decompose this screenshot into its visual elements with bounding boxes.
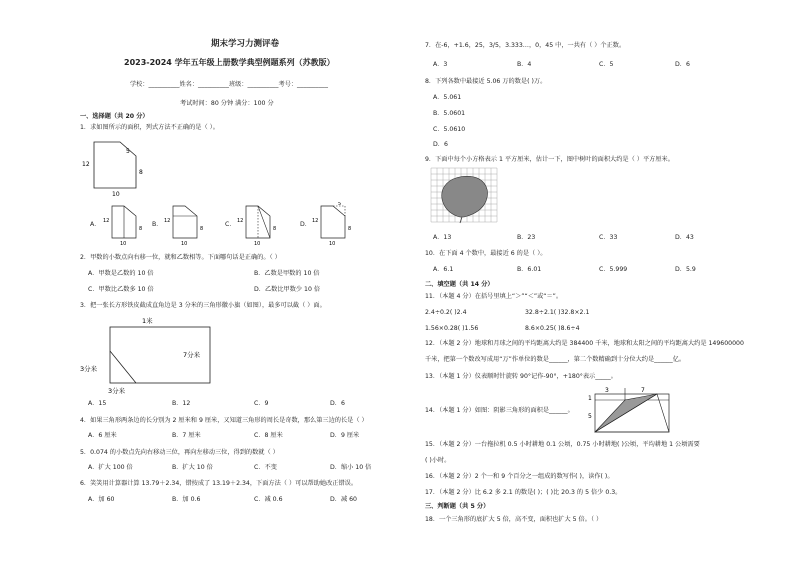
question-15: 15．（本题 2 分）一台拖拉机 0.5 小时耕地 0.1 公顷，0.75 小时耕地( )公顷，平均耕地 1 公顷需要 — [425, 441, 700, 448]
exam-info: 考试时间：80 分钟 满分：100 分 — [180, 100, 274, 107]
info-line: 学校：__________姓名：__________班级：__________考号：__________ — [130, 81, 328, 88]
q3-option-a[interactable]: A．15 — [88, 400, 107, 407]
question-4: 4．如果三角形两条边的长分别为 2 厘米和 9 厘米，又知道三角形的周长是奇数，那么第三边的长是（ ） — [80, 417, 368, 424]
q6-option-b[interactable]: B．加 0.6 — [172, 496, 201, 503]
q9-leaf-grid — [430, 167, 500, 227]
q4-option-c[interactable]: C．8 厘米 — [254, 432, 283, 439]
q8-option-d[interactable]: D．6 — [433, 141, 448, 148]
q1-option-c-figure — [236, 202, 282, 246]
q8-option-c[interactable]: C．5.0610 — [433, 126, 466, 133]
q7-option-c[interactable]: C．5 — [599, 61, 614, 68]
q9-option-a[interactable]: A．13 — [433, 234, 452, 241]
question-12: 12．（本题 2 分）地球和月球之间的平均距离大约是 384400 千米，地球和太阳之间的平均距离大约是 149600000 — [425, 340, 744, 347]
q3-label-top: 1米 — [142, 317, 153, 325]
question-1: 1．求如图所示的面积，列式方法不正确的是（ ）。 — [80, 124, 219, 131]
opt-a-12: 12 — [103, 218, 110, 224]
q1-option-b[interactable]: B． — [152, 221, 163, 228]
q4-option-d[interactable]: D．9 厘米 — [330, 432, 360, 439]
q5-option-d[interactable]: D．缩小 10 倍 — [330, 464, 372, 471]
question-16: 16．（本题 2 分）2 个一和 9 个百分之一组成的数写作( )，读作( )。 — [425, 473, 614, 480]
q11-item-2[interactable]: 32.8÷2.1( )32.8×2.1 — [525, 309, 590, 316]
question-6: 6．笑笑用计算器计算 13.79＋2.34，错按成了 13.19＋2.34，下面方法（ ）可以帮助她改正错误。 — [80, 480, 358, 487]
q10-option-c[interactable]: C．5.999 — [599, 266, 628, 273]
q3-option-d[interactable]: D．6 — [330, 400, 345, 407]
q14-label-7: 7 — [641, 387, 645, 394]
q8-option-b[interactable]: B．5.0601 — [433, 110, 466, 117]
q1-figure — [80, 136, 150, 198]
q1-option-a[interactable]: A． — [90, 221, 101, 228]
q4-option-a[interactable]: A．6 厘米 — [88, 432, 117, 439]
q3-label-right: 7分米 — [183, 351, 201, 359]
q5-option-a[interactable]: A．扩大 100 倍 — [88, 464, 133, 471]
question-7: 7．在-6，+1.6，25，3/5，3.333…，0，45 中，一共有（ ）个正数。 — [425, 42, 626, 49]
section-heading: 三、判断题（共 5 分） — [425, 503, 490, 510]
q9-option-b[interactable]: B．23 — [517, 234, 536, 241]
q1-option-c[interactable]: C． — [225, 221, 236, 228]
opt-c-8: 8 — [273, 226, 277, 232]
q10-option-a[interactable]: A．6.1 — [433, 266, 454, 273]
q5-option-b[interactable]: B．扩大 10 倍 — [172, 464, 213, 471]
q2-option-d[interactable]: D．乙数比甲数少 10 倍 — [254, 286, 321, 293]
question-9: 9．下面中每个小方格表示 1 平方厘米，估计一下，图中树叶的面积大约是（ ）平方厘米。 — [425, 156, 674, 163]
opt-d-10: 10 — [329, 241, 336, 246]
q14-label-1: 1 — [588, 395, 592, 402]
q3-option-c[interactable]: C．9 — [254, 400, 269, 407]
opt-c-10: 10 — [254, 241, 261, 246]
q7-option-a[interactable]: A．3 — [433, 61, 448, 68]
question-3: 3．把一张长方形铁皮截成直角边是 3 分米的三角形徽小旗（如图），最多可以截（ ）面。 — [80, 302, 326, 309]
q10-option-d[interactable]: D．5.9 — [675, 266, 696, 273]
page-title: 期末学习力测评卷 — [211, 39, 280, 49]
question-5: 5．0.074 的小数点先向右移动三位，再向左移动三位，得到的数就（ ） — [80, 449, 279, 456]
q11-item-1[interactable]: 2.4÷0.2( )2.4 — [425, 309, 467, 316]
opt-b-12: 12 — [164, 218, 171, 224]
q9-option-d[interactable]: D．43 — [675, 234, 694, 241]
opt-a-8: 8 — [139, 226, 143, 232]
q10-option-b[interactable]: B．6.01 — [517, 266, 542, 273]
q14-label-3: 3 — [605, 387, 609, 394]
q1-label-10: 10 — [112, 191, 120, 198]
q3-option-b[interactable]: B．12 — [172, 400, 191, 407]
q3-figure — [80, 313, 220, 397]
page-subtitle: 2023-2024 学年五年级上册数学典型例题系列（苏教版） — [124, 58, 335, 67]
q8-option-a[interactable]: A．5.061 — [433, 94, 462, 101]
q14-label-5: 5 — [588, 413, 592, 420]
q6-option-d[interactable]: D．减 60 — [330, 496, 357, 503]
opt-d-8: 8 — [348, 226, 352, 232]
opt-c-12: 12 — [237, 218, 244, 224]
q1-option-a-figure — [102, 202, 148, 246]
section-heading: 二、填空题（共 14 分） — [425, 281, 494, 288]
question-10: 10．在下面 4 个数中，最接近 6 的是（ ）。 — [425, 250, 547, 257]
q7-option-b[interactable]: B．4 — [517, 61, 532, 68]
section-heading: 一、选择题（共 20 分） — [80, 113, 149, 120]
q3-label-left: 3分米 — [80, 365, 98, 373]
question-14: 14．（本题 1 分）如图：阴影三角形的面积是______。 — [425, 407, 574, 414]
q1-label-5: 5 — [126, 148, 130, 155]
q1-label-8: 8 — [139, 169, 143, 176]
q9-option-c[interactable]: C．33 — [599, 234, 618, 241]
opt-b-10: 10 — [181, 241, 188, 246]
opt-d-5: 5 — [338, 202, 342, 207]
leaf-shape — [442, 176, 488, 217]
q6-option-a[interactable]: A．加 60 — [88, 496, 115, 503]
question-12-cont: 千米，把第一个数改写成用“万”作单位的数是______，第二个数精确到十分位大约是______亿。 — [425, 356, 686, 363]
question-11: 11．（本题 4 分）在括号里填上“＞”“＜”或“＝”。 — [425, 293, 563, 300]
question-17: 17．（本题 2 分）比 6.2 多 2.1 的数是( )；( )比 20.3 的 5 倍少 0.3。 — [425, 489, 622, 496]
q1-label-12: 12 — [82, 161, 90, 168]
q11-item-4[interactable]: 8.6×0.25( )8.6÷4 — [525, 325, 580, 332]
question-15-cont: ( )小时。 — [425, 457, 451, 464]
question-13: 13．（本题 1 分）仪表顺时针旋转 90°记作-90°，+180°表示_____。 — [425, 373, 617, 380]
q1-option-d[interactable]: D． — [300, 221, 311, 228]
q14-figure — [585, 384, 675, 436]
q2-option-b[interactable]: B．乙数是甲数的 10 倍 — [254, 270, 320, 277]
q2-option-c[interactable]: C．甲数比乙数多 10 倍 — [88, 286, 154, 293]
opt-d-12: 12 — [312, 218, 319, 224]
question-2: 2．甲数的小数点向右移一位，就和乙数相等。下面哪句话是正确的。（ ） — [80, 254, 281, 261]
q3-label-bottom: 3分米 — [108, 387, 126, 395]
q5-option-c[interactable]: C．不变 — [254, 464, 277, 471]
q1-option-b-figure — [163, 202, 209, 246]
question-18: 18．一个三角形的底扩大 5 倍，高不变，面积也扩大 5 倍。（ ） — [425, 516, 603, 523]
q6-option-c[interactable]: C．减 0.6 — [254, 496, 283, 503]
q11-item-3[interactable]: 1.56×0.28( )1.56 — [425, 325, 479, 332]
opt-b-8: 8 — [200, 226, 204, 232]
q1-option-d-figure — [311, 202, 361, 246]
q7-option-d[interactable]: D．6 — [675, 61, 690, 68]
q2-option-a[interactable]: A．甲数是乙数的 10 倍 — [88, 270, 154, 277]
opt-a-10: 10 — [120, 241, 127, 246]
question-8: 8．下列各数中最接近 5.06 万的数是( )万。 — [425, 78, 547, 85]
q4-option-b[interactable]: B．7 厘米 — [172, 432, 201, 439]
